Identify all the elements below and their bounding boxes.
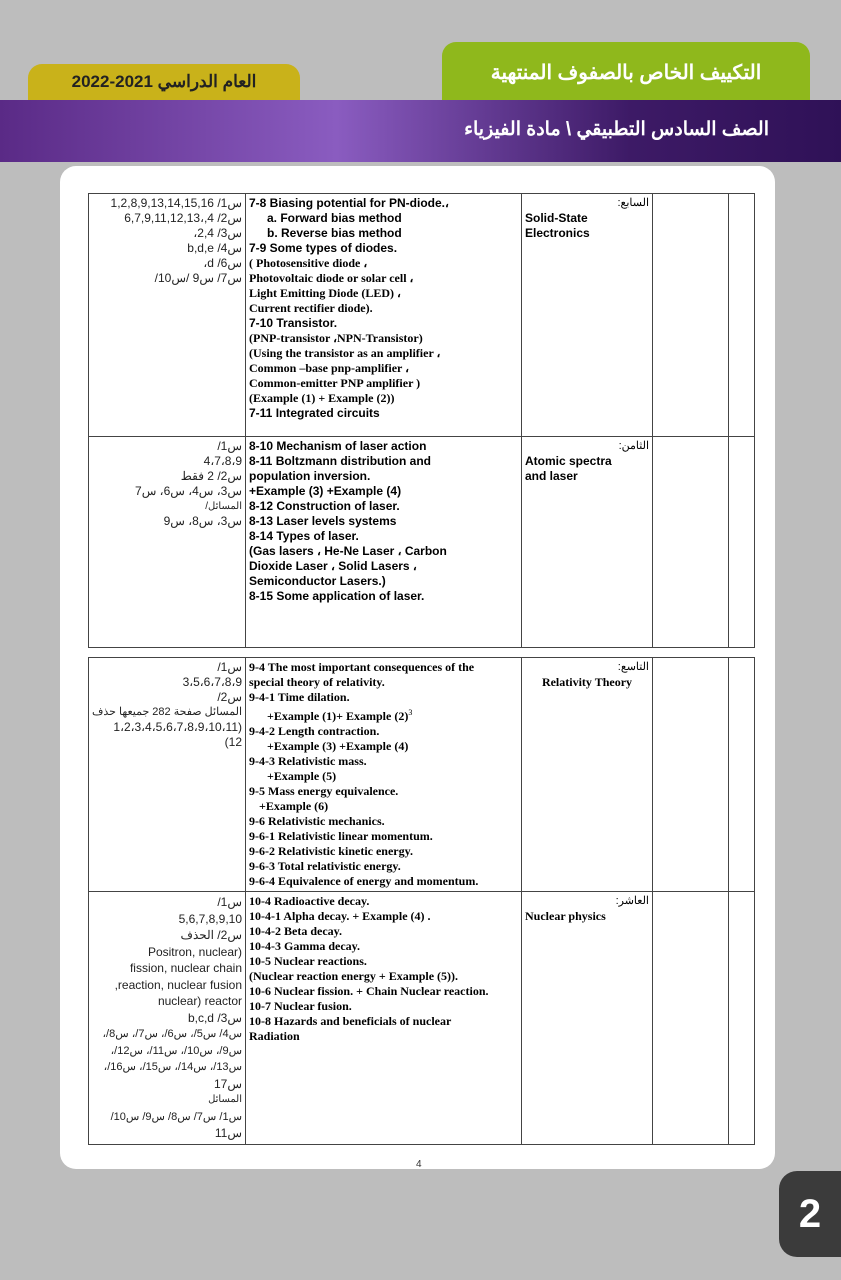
questions-cell: س1/ 5,6,7,8,9,10 س2/ الحذف (Positron, nuclear fission, nuclear chain reaction, nuclear fusion, nuclear) reactor س3/ b,c,d س4/ س5/، س6/، س7/، س8/، س9/، س10/، س11/، س12/، س13/، س14/، س15/، س16/، س17 المسائل س1/ س7/ س8/ س9/ س10/ س11 [89, 892, 246, 1145]
chapter-cell: العاشر: Nuclear physics [522, 892, 653, 1145]
empty-cell [729, 658, 755, 892]
syllabus-table-2 [88, 657, 755, 1145]
topics-cell: 10-4 Radioactive decay. 10-4-1 Alpha decay. + Example (4) . 10-4-2 Beta decay. 10-4-3 Gamma decay. 10-5 Nuclear reactions. (Nuclear reaction energy + Example (5)). 10-6 Nuclear fission. + Chain Nuclear reaction. 10-7 Nuclear fusion. 10-8 Hazards and beneficials of nuclear Radiation [246, 892, 522, 1145]
superscript-mark: 3 [408, 708, 413, 717]
chapter-cell: التاسع: Relativity Theory [522, 658, 653, 892]
topics-cell: 7-8 Biasing potential for PN-diode.، a. Forward bias method b. Reverse bias method 7-9 Some types of diodes. ( Photosensitive diode ، Photovoltaic diode or solar cell ، Light Emitting Diode (LED) ، Current rectifier diode). 7-10 Transistor. (PNP-transistor ،NPN-Transistor) (Using the transistor as an amplifier ، Common –base pnp-amplifier ، Common-emitter PNP amplifier ) (Example (1) + Example (2)) 7-11 Integrated circuits [246, 194, 522, 437]
empty-cell [653, 194, 729, 437]
empty-cell [653, 658, 729, 892]
empty-cell [729, 194, 755, 437]
topics-cell: 8-10 Mechanism of laser action 8-11 Boltzmann distribution and population inversion. +Example (3) +Example (4) 8-12 Construction of laser. 8-13 Laser levels systems 8-14 Types of laser. (Gas lasers ، He-Ne Laser ، Carbon Dioxide Laser ، Solid Lasers ، Semiconductor Lasers.) 8-15 Some application of laser. [246, 437, 522, 648]
questions-cell: س1/ 1,2,8,9,13,14,15,16 س2/ 4,،6,7,9,11,12,13 س3/ 2,4، س4/ b,d,e س6/ d، س7/ س9 /س10/ [89, 194, 246, 437]
page-badge: 2 [779, 1171, 841, 1257]
topics-cell: 9-4 The most important consequences of the special theory of relativity. 9-4-1 Time dilation. +Example (1)+ Example $(2)^3$ 9-4-2 Length contraction. +Example (3) +Example (4) 9-4-3 Relativistic mass. +Example (5) 9-5 Mass energy equivalence. +Example (6) 9-6 Relativistic mechanics. 9-6-1 Relativistic linear momentum. 9-6-2 Relativistic kinetic energy. 9-6-3 Total relativistic energy. 9-6-4 Equivalence of energy and momentum. [246, 658, 522, 892]
table-row [89, 892, 755, 1145]
page-number: 4 [416, 1159, 422, 1170]
questions-cell: س1/ 4،7،8،9 س2/ 2 فقط س3، س4، س6، س7 المسائل/ س3، س8، س9 [89, 437, 246, 648]
chapter-cell: السابع: Solid-State Electronics [522, 194, 653, 437]
academic-year-badge: العام الدراسي 2021-2022 [28, 64, 300, 100]
subject-title: الصف السادس التطبيقي \ مادة الفيزياء [464, 119, 769, 140]
empty-cell [729, 437, 755, 648]
empty-cell [729, 892, 755, 1145]
empty-cell [653, 892, 729, 1145]
table-row [89, 658, 755, 892]
chapter-cell: الثامن: Atomic spectra and laser [522, 437, 653, 648]
empty-cell [653, 437, 729, 648]
table-row [89, 437, 755, 648]
table-row [89, 194, 755, 437]
syllabus-table-1 [88, 193, 755, 648]
questions-cell: س1/ 3،5،6،7،8،9 س2/ المسائل صفحة 282 جميعها حذف (1،2،3،4،5،6،7،8،9،10،11 12) [89, 658, 246, 892]
special-adaptation-banner: التكييف الخاص بالصفوف المنتهية [442, 42, 810, 102]
